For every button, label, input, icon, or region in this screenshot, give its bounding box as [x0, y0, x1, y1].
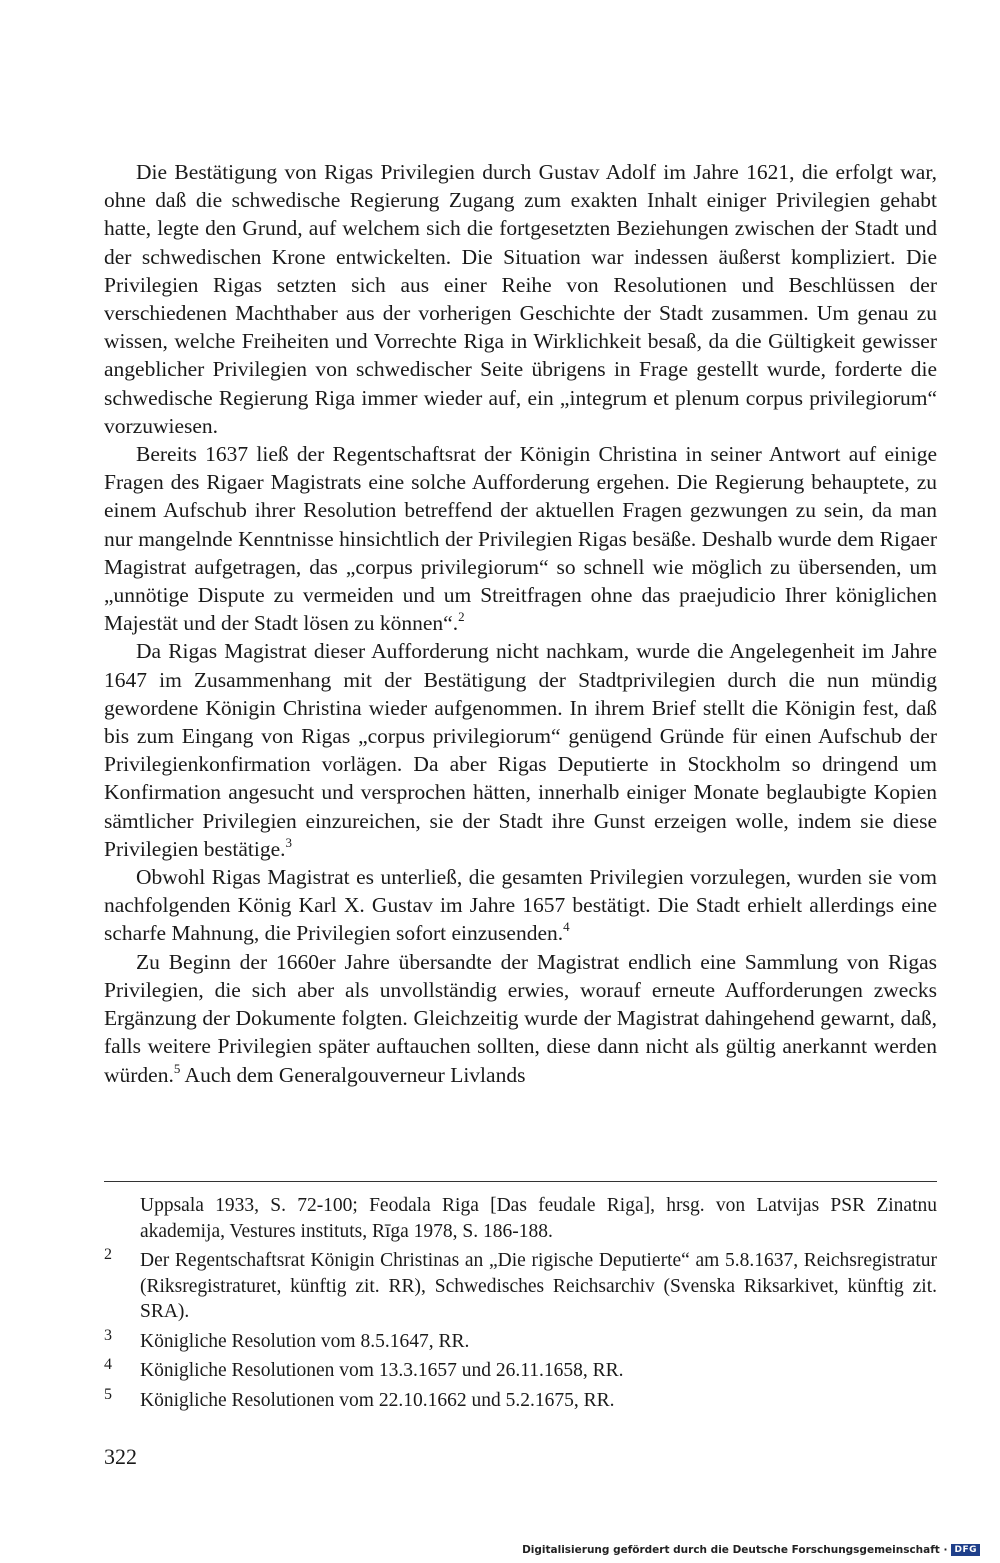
paragraph-4	[104, 863, 937, 948]
footer-text: Digitalisierung gefördert durch die Deutsche Forschungsgemeinschaft ·	[522, 1544, 948, 1556]
paragraph-3-text: Da Rigas Magistrat dieser Aufforderung nicht nachkam, wurde die Angelegenheit im Jahre 1647 im Zusammenhang mit der Bestätigung der Stadtprivilegien durch die nun mündig gewordene Königin Christina wieder aufgenommen. In ihrem Brief stellt die Königin fest, daß bis zum Eingang von Rigas „corpus privilegiorum“ genügend Gründe für einen Aufschub der Privilegienkonfirmation vorlägen. Da aber Rigas Deputierte in Stockholm so dringend um Konfirmation angesucht und versprochen hätten, innerhalb einiger Monate beglaubigte Kopien sämtlicher Privilegien einzureichen, sie der Stadt ihre Gunst erzeigen wolle, indem sie diese Privilegien bestätige.	[104, 639, 937, 861]
paragraph-5	[104, 948, 937, 1089]
footnote-text: Königliche Resolution vom 8.5.1647, RR.	[140, 1330, 470, 1352]
footnote-2	[104, 1248, 937, 1325]
main-text	[104, 158, 937, 1089]
paragraph-5-text: Zu Beginn der 1660er Jahre übersandte der Magistrat endlich eine Sammlung von Rigas Privilegien, die sich aber als unvollständig erwies, worauf erneute Aufforderungen zwecks Ergänzung der Dokumente folgten. Gleichzeitig wurde der Magistrat dahingehend gewarnt, daß, falls weitere Privilegien später auftauchen sollten, diese dann nicht als gültig anerkannt werden würden.	[104, 949, 937, 1087]
footnote-text: Königliche Resolutionen vom 13.3.1657 und 26.11.1658, RR.	[140, 1360, 624, 1381]
footnote-divider	[104, 1181, 937, 1182]
footnote-ref-3: 3	[285, 834, 293, 850]
footnote-number: 2	[104, 1246, 112, 1263]
footnote-text: Königliche Resolutionen vom 22.10.1662 und 5.2.1675, RR.	[140, 1389, 615, 1411]
footnote-number: 4	[104, 1356, 112, 1373]
footnote-ref-5: 5	[173, 1060, 181, 1076]
paragraph-5-tail: Auch dem Generalgouverneur Livlands	[180, 1062, 526, 1087]
page-number: 322	[104, 1444, 137, 1469]
paragraph-2	[104, 440, 937, 637]
footnote-text: Der Regentschaftsrat Königin Christinas an „Die rigische Deputierte“ am 5.8.1637, Reichsregistratur (Riksregistraturet, künftig zit. RR), Schwedisches Reichsarchiv (Svenska Riksarkivet, künftig zit. SRA).	[140, 1250, 937, 1322]
paragraph-2-text: Bereits 1637 ließ der Regentschaftsrat der Königin Christina in seiner Antwort auf einige Fragen des Rigaer Magistrats eine solche Aufforderung ergehen. Die Regierung behauptete, zu einem Aufschub ihrer Resolution betreffend der aktuellen Fragen gezwungen zu sein, da man nur mangelnde Kenntnisse hinsichtlich der Privilegien Rigas besäße. Deshalb wurde dem Rigaer Magistrat aufgetragen, das „corpus privilegiorum“ so schnell wie möglich zu übersenden, um „unnötige Dispute zu vermeiden und um Streitfragen ohne das praejudicio Ihrer königlichen Majestät und der Stadt lösen zu können“.	[104, 442, 937, 636]
paragraph-4-text: Obwohl Rigas Magistrat es unterließ, die gesamten Privilegien vorzulegen, wurden sie vom nachfolgenden König Karl X. Gustav im Jahre 1657 bestätigt. Die Stadt erhielt allerdings eine scharfe Mahnung, die Privilegien sofort einzusenden.	[104, 865, 937, 946]
footnote-number: 5	[104, 1385, 112, 1403]
paragraph-1: Die Bestätigung von Rigas Privilegien durch Gustav Adolf im Jahre 1621, die erfolgt war, ohne daß die schwedische Regierung Zugang zum exakten Inhalt einiger Privilegien gehabt hatte, legte den Grund, auf welchem sich die fortgesetzten Beziehungen zwischen der Stadt und der schwedischen Krone entwickelten. Die Situation war indessen äußerst kompliziert. Die Privilegien Rigas setzten sich aus einer Reihe von Resolutionen und Beschlüssen der verschiedenen Machthaber aus der vorherigen Geschichte der Stadt zusammen. Um genau zu wissen, welche Freiheiten und Vorrechte Riga in Wirklichkeit besaß, da die Gültigkeit gewisser angeblicher Privilegien von schwedischer Seite übrigens in Frage gestellt wurde, forderte die schwedische Regierung Riga immer wieder auf, ein „integrum et plenum corpus privilegiorum“ vorzuwiesen.	[104, 160, 937, 438]
footnote-number: 3	[104, 1326, 112, 1344]
footnote-ref-4: 4	[563, 919, 570, 935]
footnote-5	[104, 1385, 937, 1414]
dfg-logo: DFG	[951, 1544, 980, 1556]
footnote-continuation	[104, 1193, 937, 1244]
footnote-ref-2: 2	[458, 609, 465, 625]
footnote-4	[104, 1358, 937, 1384]
footnotes	[104, 1193, 937, 1417]
footnote-3	[104, 1326, 937, 1355]
footnote-continuation-text: Uppsala 1933, S. 72-100; Feodala Riga [Das feudale Riga], hrsg. von Latvijas PSR Zinatnu akademija, Vestures instituts, Rīga 1978, S. 186-188.	[140, 1195, 937, 1242]
paragraph-3	[104, 637, 937, 863]
digitization-footer	[522, 1544, 980, 1556]
